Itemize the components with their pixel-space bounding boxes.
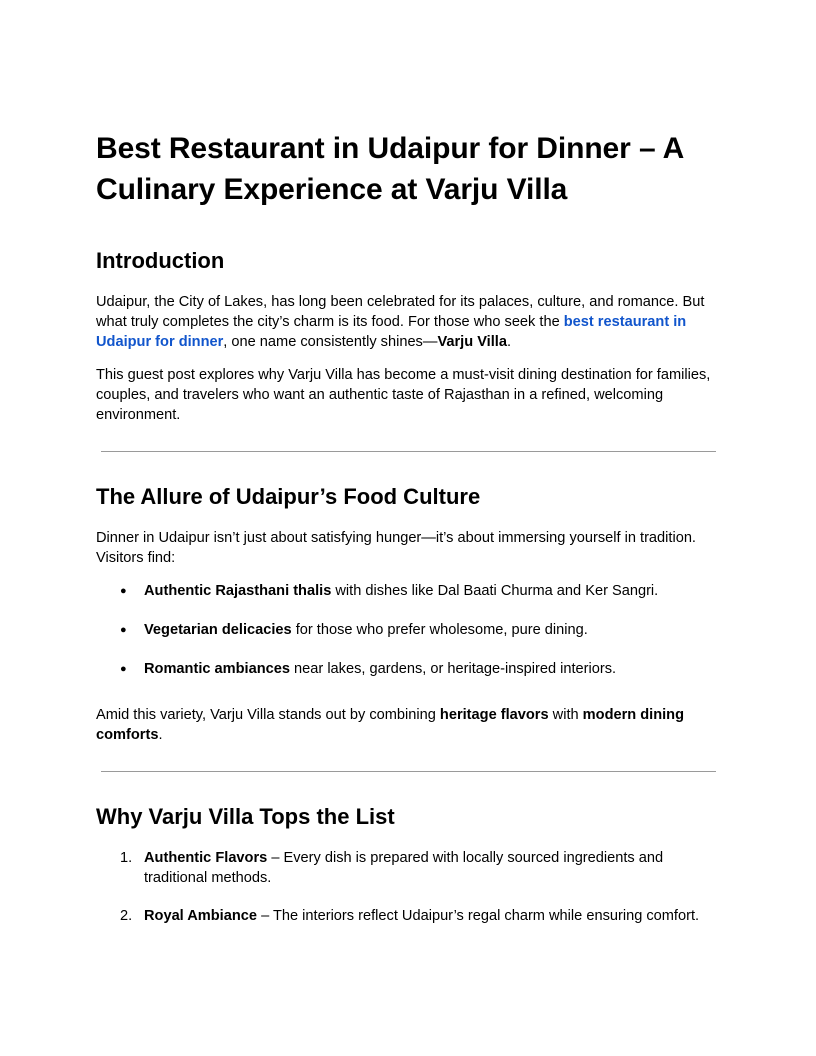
- modern-dining-comforts-bold: modern dining comforts: [96, 707, 685, 743]
- summary-text-b: with: [548, 707, 583, 723]
- introduction-paragraph-2: This guest post explores why Varju Villa has become a must-visit dining destination for families, couples, and travelers who want an authentic taste of Rajasthan in a refined, welcoming environment.: [96, 367, 711, 423]
- horizontal-rule-2: [101, 771, 716, 772]
- list-item-bold: Authentic Rajasthani thalis: [144, 583, 332, 599]
- varju-villa-bold: Varju Villa: [437, 334, 507, 350]
- heritage-flavors-bold: heritage flavors: [439, 707, 549, 723]
- list-item-bold: Authentic Flavors: [144, 850, 268, 866]
- list-item: [96, 906, 720, 926]
- varju-villa-summary-paragraph: [96, 705, 720, 745]
- intro-text-c: .: [506, 334, 512, 350]
- list-item-text: – The interiors reflect Udaipur’s regal charm while ensuring comfort.: [257, 908, 700, 924]
- list-item: [96, 620, 720, 640]
- summary-text-a: Amid this variety, Varju Villa stands out by combining: [96, 707, 440, 723]
- bullet-icon: ●: [120, 663, 127, 675]
- list-item: [96, 581, 720, 601]
- horizontal-rule-1: [101, 451, 716, 452]
- list-number: 2.: [120, 908, 133, 924]
- intro-text-b: , one name consistently shines—: [223, 334, 438, 350]
- intro-text-a: Udaipur, the City of Lakes, has long been celebrated for its palaces, culture, and romance. But what truly completes the city’s charm is its food. For those who seek the: [96, 294, 705, 330]
- food-culture-heading: The Allure of Udaipur’s Food Culture: [96, 484, 481, 509]
- list-item-bold: Vegetarian delicacies: [144, 622, 292, 638]
- introduction-paragraph-1: [96, 292, 720, 352]
- why-varju-villa-heading: Why Varju Villa Tops the List: [96, 804, 395, 829]
- best-restaurant-link[interactable]: best restaurant in Udaipur for dinner: [96, 314, 687, 350]
- why-varju-villa-numbered-list: [96, 848, 720, 926]
- summary-text-c: .: [158, 727, 163, 743]
- introduction-heading: Introduction: [96, 248, 225, 273]
- food-culture-bullet-list: [96, 581, 720, 679]
- food-culture-paragraph: Dinner in Udaipur isn’t just about satisfying hunger—it’s about immersing yourself in tradition. Visitors find:: [96, 530, 696, 566]
- list-item-bold: Royal Ambiance: [144, 908, 258, 924]
- list-item-text: for those who prefer wholesome, pure dining.: [291, 622, 588, 638]
- list-item-bold: Romantic ambiances: [144, 661, 290, 677]
- list-item-text: – Every dish is prepared with locally sourced ingredients and traditional methods.: [144, 850, 664, 886]
- list-item: [96, 848, 720, 888]
- bullet-icon: ●: [120, 585, 127, 597]
- list-item-text: near lakes, gardens, or heritage-inspired interiors.: [290, 661, 617, 677]
- list-number: 1.: [120, 850, 133, 866]
- document-title: Best Restaurant in Udaipur for Dinner – A Culinary Experience at Varju Villa: [96, 132, 684, 206]
- list-item-text: with dishes like Dal Baati Churma and Ker Sangri.: [331, 583, 659, 599]
- list-item: [96, 659, 720, 679]
- bullet-icon: ●: [120, 624, 127, 636]
